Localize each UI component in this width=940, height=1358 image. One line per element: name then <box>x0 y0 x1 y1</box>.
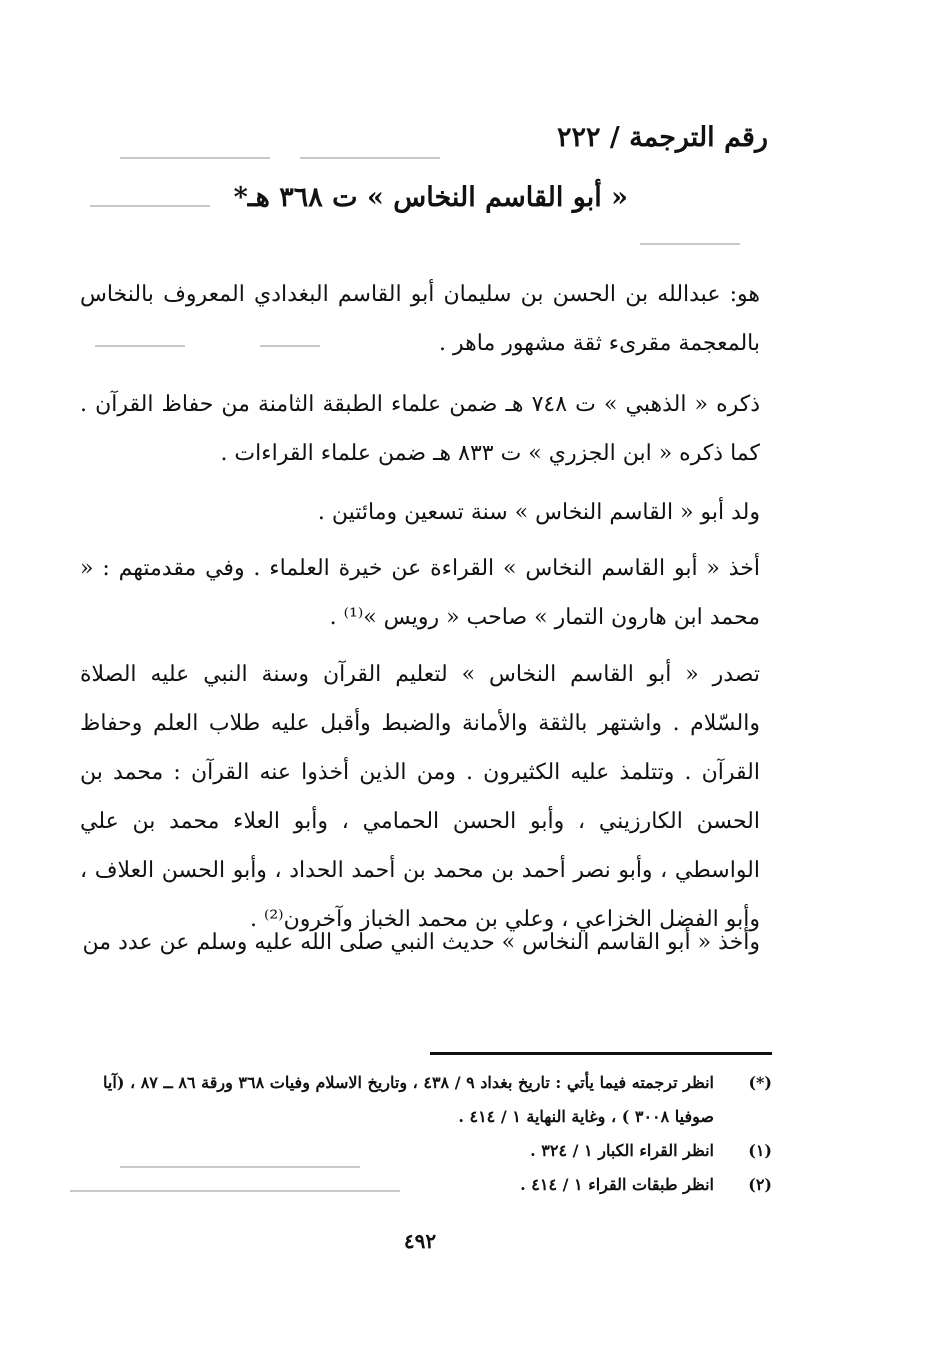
footnotes <box>82 1066 772 1202</box>
paragraph-mentions: ذكره « الذهبي » ت ٧٤٨ هـ ضمن علماء الطبقة الثامنة من حفاظ القرآن . كما ذكره « ابن الجزري » ت ٨٣٣ هـ ضمن علماء القراءات . <box>80 392 760 466</box>
paragraph-hadith: وأخذ « أبو القاسم النخاس » حديث النبي صلى الله عليه وسلم عن عدد من <box>82 930 760 955</box>
footnote-mark: (٢) <box>748 1175 772 1194</box>
scan-speck <box>95 345 185 347</box>
scan-speck <box>70 1190 400 1192</box>
paragraph-students: تصدر « أبو القاسم النخاس » لتعليم القرآن وسنة النبي عليه الصلاة والسّلام . واشتهر بالثقة والأمانة والضبط وأقبل عليه طلاب العلم وحفاظ القرآن . وتتلمذ عليه الكثيرون . ومن الذين أخذوا عنه القرآن : محمد بن الحسن الكارزيني ، وأبو الحسن الحمامي ، وأبو العلاء محمد بن علي الواسطي ، وأبو نصر أحمد بن محمد بن أحمد الحداد ، وأبو الحسن العلاف ، وأبو الفضل الخزاعي ، وعلي بن محمد الخباز وآخرون⁽²⁾ . <box>80 662 760 932</box>
scan-speck <box>120 157 270 159</box>
footnote-text: انظر ترجمته فيما يأتي : تاريخ بغداد ٩ / ٤٣٨ ، وتاريخ الاسلام وفيات ٣٦٨ ورقة ٨٦ ــ ٨٧ ، (آيا صوفيا ٣٠٠٨ ) ، وغاية النهاية ١ / ٤١٤ . <box>103 1073 714 1126</box>
scan-speck <box>260 345 320 347</box>
page-number: ٤٩٢ <box>403 1229 437 1253</box>
footnote-text: انظر طبقات القراء ١ / ٤١٤ . <box>520 1175 714 1194</box>
footnote-divider <box>430 1052 772 1055</box>
paragraph-teachers: أخذ « أبو القاسم النخاس » القراءة عن خيرة العلماء . وفي مقدمتهم : « محمد ابن هارون التمار » صاحب « رويس »⁽¹⁾ . <box>80 556 760 630</box>
footnote-item <box>82 1168 772 1202</box>
footnote-item <box>82 1066 772 1134</box>
footnote-mark: (١) <box>748 1141 772 1160</box>
paragraph-birth: ولد أبو « القاسم النخاس » سنة تسعين ومائتين . <box>317 500 760 525</box>
footnote-text: انظر القراء الكبار ١ / ٣٢٤ . <box>530 1141 714 1160</box>
scan-speck <box>120 1166 360 1168</box>
scan-speck <box>300 157 440 159</box>
footnote-item <box>82 1134 772 1168</box>
footnote-mark: (*) <box>748 1073 772 1092</box>
paragraph-identity: هو: عبدالله بن الحسن بن سليمان أبو القاسم البغدادي المعروف بالنخاس بالمعجمة مقرىء ثقة مشهور ماهر . <box>80 282 760 356</box>
scan-speck <box>90 205 210 207</box>
translation-number-heading: رقم الترجمة / ٢٢٢ <box>556 122 768 153</box>
biography-name-heading: « أبو القاسم النخاس » ت ٣٦٨ هـ* <box>233 182 628 213</box>
scan-speck <box>640 243 740 245</box>
